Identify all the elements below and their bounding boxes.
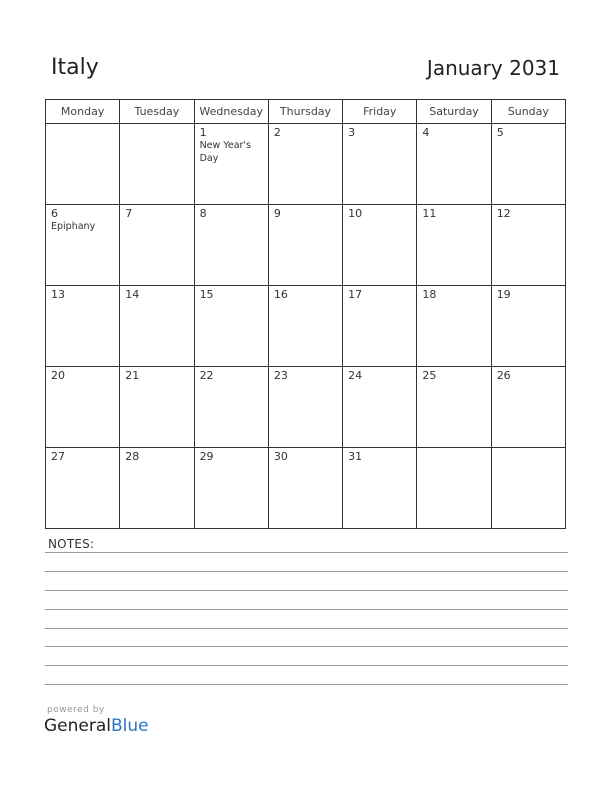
day-cell <box>417 124 491 205</box>
day-cell <box>268 286 342 367</box>
notes-label: NOTES: <box>48 537 95 551</box>
brand-name-part1: General <box>44 716 111 736</box>
day-cell <box>46 286 120 367</box>
note-line <box>45 628 568 629</box>
day-cell <box>491 124 565 205</box>
week-row <box>46 205 566 286</box>
day-cell <box>343 124 417 205</box>
day-cell <box>417 205 491 286</box>
day-number: 6 <box>51 207 58 220</box>
day-number: 10 <box>348 207 363 220</box>
weekday-header: Saturday <box>417 100 491 124</box>
weekday-header-row <box>46 100 566 124</box>
day-cell <box>268 367 342 448</box>
day-cell <box>268 205 342 286</box>
day-number: 9 <box>273 207 281 220</box>
day-number: 14 <box>125 288 140 301</box>
month-year-title: January 2031 <box>426 56 560 80</box>
day-number: 29 <box>199 450 214 463</box>
day-cell <box>491 448 565 529</box>
day-number: 24 <box>348 369 363 382</box>
day-cell <box>120 286 194 367</box>
day-cell <box>343 367 417 448</box>
day-number: 23 <box>273 369 288 382</box>
day-cell <box>120 205 194 286</box>
day-cell <box>417 448 491 529</box>
day-number: 28 <box>125 450 140 463</box>
day-cell <box>417 286 491 367</box>
weekday-header: Wednesday <box>194 100 268 124</box>
day-cell <box>194 205 268 286</box>
calendar-grid <box>45 99 566 529</box>
weekday-header: Tuesday <box>120 100 194 124</box>
day-cell <box>343 286 417 367</box>
day-cell <box>194 124 268 205</box>
note-line <box>45 646 568 647</box>
week-row <box>46 286 566 367</box>
day-number: 20 <box>51 369 65 382</box>
week-row <box>46 124 566 205</box>
day-number: 17 <box>348 288 363 301</box>
brand-logo <box>44 716 149 736</box>
day-cell <box>120 124 194 205</box>
day-number: 12 <box>496 207 511 220</box>
day-number: 30 <box>273 450 288 463</box>
weekday-header: Friday <box>343 100 417 124</box>
day-cell <box>46 448 120 529</box>
day-cell <box>417 367 491 448</box>
holiday-label: New Year's Day <box>199 140 251 164</box>
note-line <box>45 571 568 572</box>
day-number: 4 <box>422 126 430 139</box>
day-number: 31 <box>348 450 363 463</box>
day-number: 21 <box>125 369 140 382</box>
day-cell <box>343 205 417 286</box>
day-number: 27 <box>51 450 65 463</box>
brand-name-part2: Blue <box>111 716 149 736</box>
country-title: Italy <box>51 55 99 80</box>
day-number: 22 <box>199 369 214 382</box>
day-number: 13 <box>51 288 65 301</box>
day-cell <box>194 286 268 367</box>
day-cell <box>46 205 120 286</box>
day-number: 3 <box>348 126 356 139</box>
day-cell <box>268 124 342 205</box>
day-cell <box>194 367 268 448</box>
day-cell <box>46 367 120 448</box>
week-row <box>46 448 566 529</box>
day-number: 15 <box>199 288 214 301</box>
day-number: 25 <box>422 369 437 382</box>
holiday-label: Epiphany <box>51 221 96 232</box>
note-line <box>45 684 568 685</box>
week-row <box>46 367 566 448</box>
day-cell <box>268 448 342 529</box>
note-line <box>45 552 568 553</box>
note-line <box>45 665 568 666</box>
note-line <box>45 590 568 591</box>
day-number: 11 <box>422 207 437 220</box>
day-cell <box>194 448 268 529</box>
day-cell <box>343 448 417 529</box>
day-number: 26 <box>496 369 511 382</box>
day-cell <box>491 367 565 448</box>
weekday-header: Sunday <box>491 100 565 124</box>
day-cell <box>491 205 565 286</box>
day-number: 16 <box>273 288 288 301</box>
day-number: 1 <box>199 126 207 139</box>
day-cell <box>120 448 194 529</box>
day-cell <box>120 367 194 448</box>
day-cell <box>491 286 565 367</box>
day-number: 8 <box>199 207 207 220</box>
day-number: 2 <box>273 126 281 139</box>
day-number: 18 <box>422 288 437 301</box>
day-number: 19 <box>496 288 511 301</box>
weekday-header: Thursday <box>268 100 342 124</box>
note-line <box>45 609 568 610</box>
day-number: 7 <box>125 207 133 220</box>
day-cell <box>46 124 120 205</box>
day-number: 5 <box>496 126 504 139</box>
powered-by-label: powered by <box>47 705 105 715</box>
weekday-header: Monday <box>46 100 120 124</box>
